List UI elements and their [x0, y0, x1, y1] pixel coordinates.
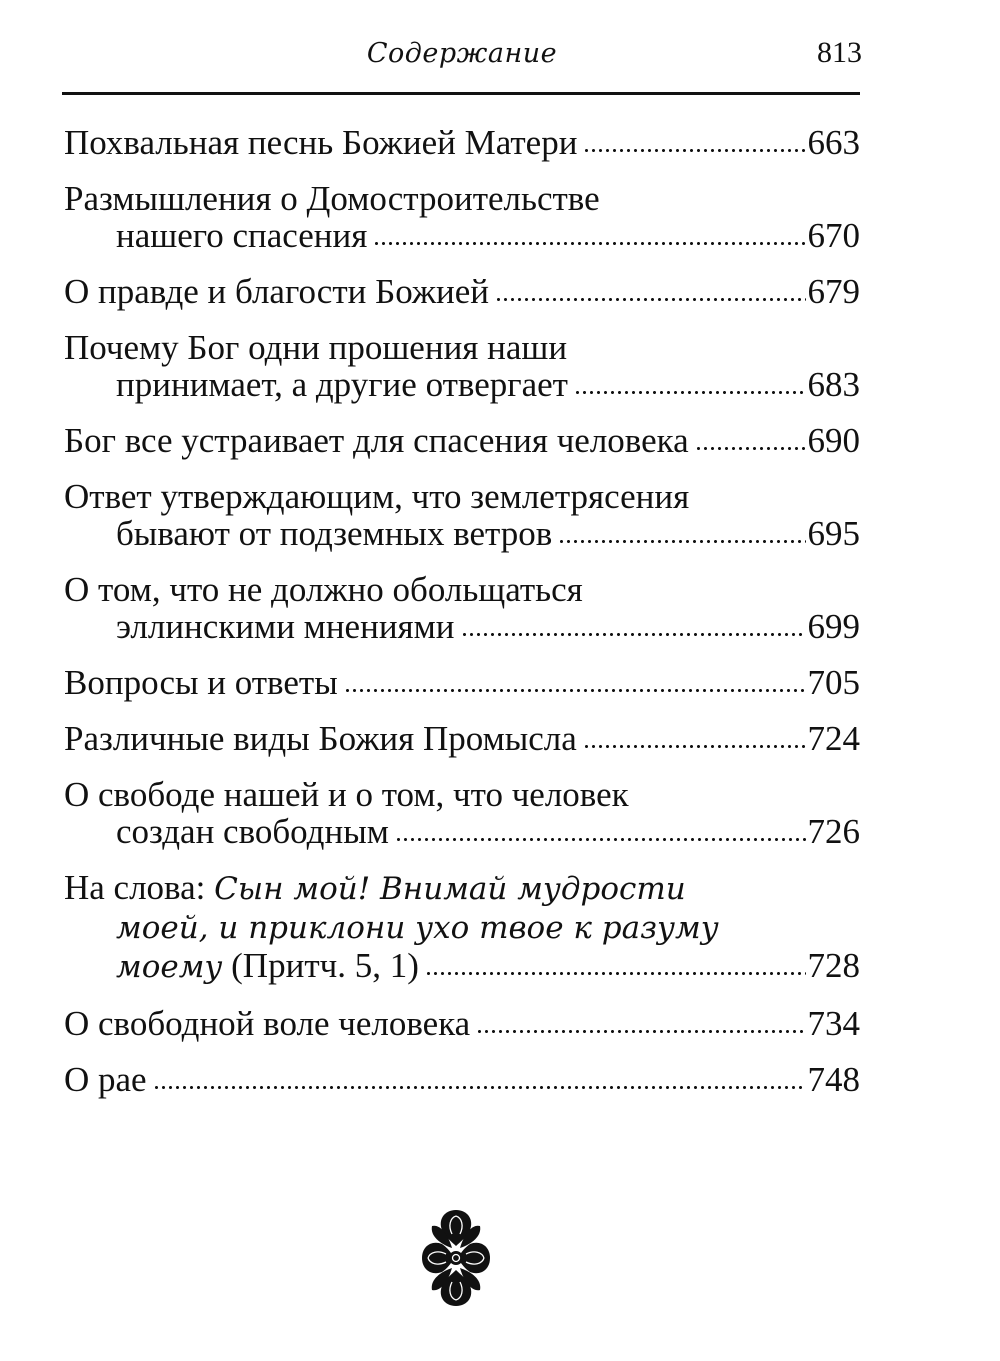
- toc-entry-title: Почему Бог одни прошения наши: [64, 328, 568, 367]
- scripture-quote-end: моему: [116, 949, 223, 985]
- toc-entry-page: 663: [807, 123, 860, 162]
- leader-dots: [583, 745, 806, 748]
- toc-entry-page: 699: [807, 607, 860, 646]
- toc-entry-title-continuation: нашего спасения: [116, 216, 368, 255]
- toc-entry-page: 705: [807, 663, 860, 702]
- toc-entry[interactable]: [64, 478, 860, 552]
- toc-entry[interactable]: [64, 1005, 860, 1042]
- toc-entry[interactable]: [64, 869, 860, 986]
- leader-dots: [373, 242, 805, 245]
- table-of-contents: [64, 124, 860, 1117]
- toc-entry[interactable]: [64, 664, 860, 701]
- toc-entry[interactable]: [64, 720, 860, 757]
- leader-dots: [461, 633, 806, 636]
- leader-dots: [425, 972, 806, 975]
- toc-entry-title: О свободной воле человека: [64, 1004, 471, 1043]
- running-header: [62, 38, 862, 94]
- leader-dots: [395, 838, 806, 841]
- toc-entry[interactable]: [64, 273, 860, 310]
- leader-dots: [574, 391, 806, 394]
- toc-entry[interactable]: [64, 124, 860, 161]
- leader-dots: [153, 1086, 806, 1089]
- toc-entry-title-continuation: создан свободным: [116, 812, 389, 851]
- toc-entry-title: О том, что не должно обольщаться: [64, 570, 583, 609]
- toc-entry[interactable]: [64, 776, 860, 850]
- scripture-quote: Сын мой! Внимай мудрости: [214, 871, 686, 907]
- toc-entry-page: 726: [807, 812, 860, 851]
- toc-entry-title-continuation: эллинскими мнениями: [116, 607, 455, 646]
- toc-entry[interactable]: [64, 180, 860, 254]
- toc-entry-title: Размышления о Домостроительстве: [64, 179, 600, 218]
- toc-entry-title: Вопросы и ответы: [64, 663, 338, 702]
- toc-entry-page: 724: [807, 719, 860, 758]
- page-number: 813: [817, 36, 862, 69]
- leader-dots: [495, 298, 805, 301]
- toc-entry-page: 728: [807, 946, 860, 985]
- header-rule: [62, 92, 860, 95]
- toc-entry-page: 690: [807, 421, 860, 460]
- toc-entry[interactable]: [64, 422, 860, 459]
- toc-entry[interactable]: [64, 571, 860, 645]
- toc-entry-page: 734: [807, 1004, 860, 1043]
- toc-entry[interactable]: [64, 329, 860, 403]
- floral-cross-ornament-icon: [418, 1206, 494, 1310]
- toc-entry-page: 748: [807, 1060, 860, 1099]
- toc-entry-title: Различные виды Божия Промысла: [64, 719, 577, 758]
- toc-entry-title-prefix: На слова:: [64, 868, 215, 907]
- leader-dots: [583, 149, 805, 152]
- toc-entry-page: 670: [807, 216, 860, 255]
- toc-entry-page: 695: [807, 514, 860, 553]
- toc-entry-title: О свободе нашей и о том, что человек: [64, 775, 629, 814]
- toc-entry-title-continuation: бывают от подземных ветров: [116, 514, 553, 553]
- toc-entry-title: О правде и благости Божией: [64, 272, 490, 311]
- toc-entry-title: Ответ утверждающим, что землетрясения: [64, 477, 690, 516]
- scripture-quote-continuation: моей, и приклони ухо твое к разуму: [116, 910, 719, 946]
- toc-entry-page: 679: [807, 272, 860, 311]
- toc-entry-page: 683: [807, 365, 860, 404]
- toc-entry[interactable]: [64, 1061, 860, 1098]
- toc-entry-title: Бог все устраивает для спасения человека: [64, 421, 689, 460]
- leader-dots: [558, 540, 805, 543]
- leader-dots: [344, 689, 806, 692]
- toc-entry-title: О рае: [64, 1060, 147, 1099]
- leader-dots: [476, 1030, 805, 1033]
- page-title: Содержание: [366, 38, 558, 69]
- toc-entry-title: Похвальная песнь Божией Матери: [64, 123, 578, 162]
- scripture-reference: (Притч. 5, 1): [222, 946, 419, 985]
- leader-dots: [695, 447, 806, 450]
- toc-entry-title-continuation: принимает, а другие отвергает: [116, 365, 568, 404]
